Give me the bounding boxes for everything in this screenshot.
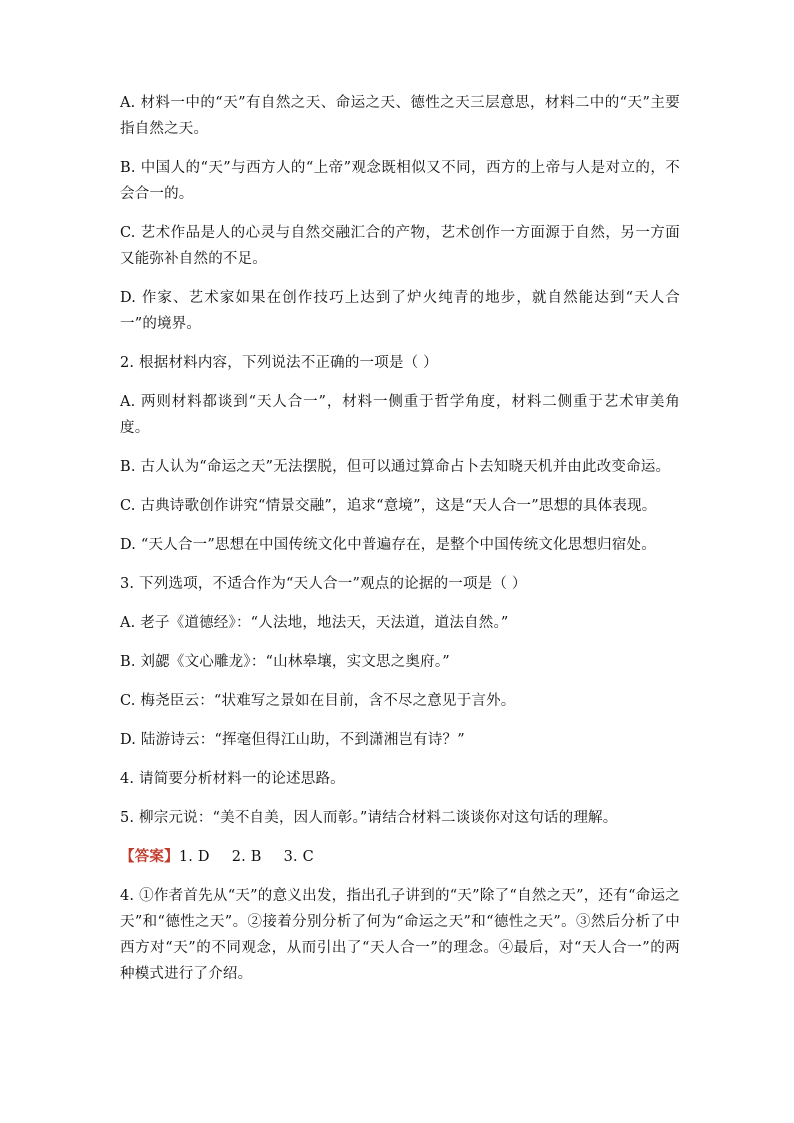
answer-4: 4. ①作者首先从“天”的意义出发，指出孔子讲到的“天”除了“自然之天”，还有“命运之天”和“德性之天”。②接着分别分析了何为“命运之天”和“德性之天”。③然后分析了中西方对“天”的不同观念，从而引出了“天人合一”的理念。④最后，对“天人合一”的两种模式进行了介绍。 bbox=[120, 888, 680, 982]
q1-option-d: D. 作家、艺术家如果在创作技巧上达到了炉火纯青的地步，就自然能达到“天人合一”的境界。 bbox=[120, 290, 680, 332]
q5-stem: 5. 柳宗元说：“美不自美，因人而彰。”请结合材料二谈谈你对这句话的理解。 bbox=[120, 810, 618, 826]
q1-option-b: B. 中国人的“天”与西方人的“上帝”观念既相似又不同，西方的上帝与人是对立的，不会合一的。 bbox=[120, 160, 680, 202]
answer-item-3: 3. C bbox=[283, 849, 314, 865]
q2-option-b: B. 古人认为“命运之天”无法摆脱，但可以通过算命占卜去知晓天机并由此改变命运。 bbox=[120, 459, 671, 475]
q3-option-a: A. 老子《道德经》：“人法地，地法天，天法道，道法自然。” bbox=[120, 615, 509, 631]
answer-item-2: 2. B bbox=[231, 849, 262, 865]
q4-stem: 4. 请简要分析材料一的论述思路。 bbox=[120, 771, 345, 787]
q1-option-a: A. 材料一中的“天”有自然之天、命运之天、德性之天三层意思，材料二中的“天”主要指自然之天。 bbox=[120, 95, 680, 137]
answer-tag: 【答案】 bbox=[120, 848, 179, 865]
q3-option-c: C. 梅尧臣云：“状难写之景如在目前，含不尽之意见于言外。 bbox=[120, 693, 516, 709]
q2-option-d: D. “天人合一”思想在中国传统文化中普遍存在，是整个中国传统文化思想归宿处。 bbox=[120, 537, 656, 553]
q3-stem: 3. 下列选项，不适合作为“天人合一”观点的论据的一项是（ ） bbox=[120, 576, 527, 592]
answer-line bbox=[120, 844, 680, 870]
document-page bbox=[120, 90, 680, 987]
q2-option-a: A. 两则材料都谈到“天人合一”，材料一侧重于哲学角度，材料二侧重于艺术审美角度。 bbox=[120, 394, 680, 436]
q3-option-d: D. 陆游诗云：“挥毫但得江山助，不到潇湘岂有诗？” bbox=[120, 732, 465, 748]
q1-option-c: C. 艺术作品是人的心灵与自然交融汇合的产物，艺术创作一方面源于自然，另一方面又能弥补自然的不足。 bbox=[120, 225, 680, 267]
q3-option-b: B. 刘勰《文心雕龙》：“山林皋壤，实文思之奥府。” bbox=[120, 654, 450, 670]
answer-item-1: 1. D bbox=[178, 849, 210, 865]
q2-option-c: C. 古典诗歌创作讲究“情景交融”，追求“意境”，这是“天人合一”思想的具体表现。 bbox=[120, 498, 657, 514]
q2-stem: 2. 根据材料内容，下列说法不正确的一项是（ ） bbox=[120, 355, 438, 371]
